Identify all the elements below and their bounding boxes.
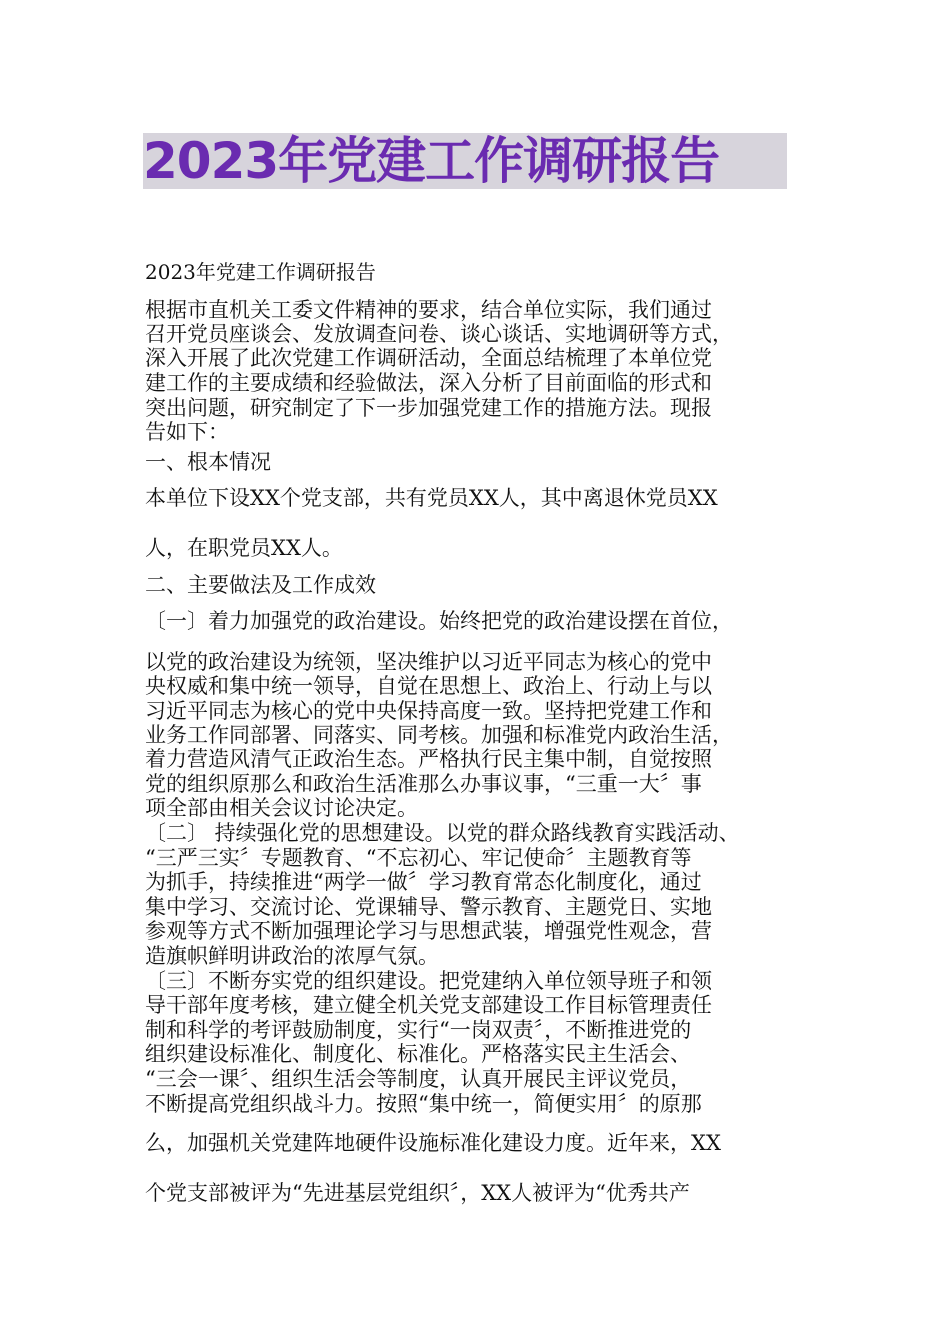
body-line: 召开党员座谈会、发放调查问卷、谈心谈话、实地调研等方式， — [145, 322, 733, 346]
body-line: 以党的政治建设为统领，坚决维护以习近平同志为核心的党中 — [145, 650, 712, 674]
body-line: “三会一课〞、组织生活会等制度，认真开展民主评议党员， — [145, 1067, 692, 1091]
body-line: 导干部年度考核，建立健全机关党支部建设工作目标管理责任 — [145, 993, 712, 1017]
body-line: 习近平同志为核心的党中央保持高度一致。坚持把党建工作和 — [145, 699, 712, 723]
body-line: 人，在职党员XX人。 — [145, 536, 343, 560]
body-line: 深入开展了此次党建工作调研活动，全面总结梳理了本单位党 — [145, 346, 712, 370]
body-line: 突出问题，研究制定了下一步加强党建工作的措施方法。现报 — [145, 396, 712, 420]
body-line: 根据市直机关工委文件精神的要求，结合单位实际，我们通过 — [145, 298, 712, 322]
body-line: 制和科学的考评鼓励制度，实行“一岗双责〞，不断推进党的 — [145, 1018, 692, 1042]
body-line: 告如下： — [145, 420, 229, 444]
body-line: 么，加强机关党建阵地硬件设施标准化建设力度。近年来，XX — [145, 1131, 721, 1155]
document-title: 2023年党建工作调研报告 — [143, 133, 787, 189]
body-line: 央权威和集中统一领导，自觉在思想上、政治上、行动上与以 — [145, 674, 712, 698]
body-line: 着力营造风清气正政治生态。严格执行民主集中制，自觉按照 — [145, 747, 712, 771]
body-line: 为抓手，持续推进“两学一做〞学习教育常态化制度化，通过 — [145, 870, 702, 894]
body-line: 〔一〕着力加强党的政治建设。始终把党的政治建设摆在首位， — [145, 609, 733, 633]
body-line: “三严三实〞专题教育、“不忘初心、牢记使命〞主题教育等 — [145, 846, 692, 870]
body-line: 〔三〕不断夯实党的组织建设。把党建纳入单位领导班子和领 — [145, 969, 712, 993]
body-line: 造旗帜鲜明讲政治的浓厚气氛。 — [145, 944, 439, 968]
body-line: 本单位下设XX个党支部，共有党员XX人，其中离退休党员XX — [145, 486, 718, 510]
section-heading: 二、主要做法及工作成效 — [145, 573, 376, 597]
body-line: 党的组织原那么和政治生活准那么办事议事，“三重一大〞事 — [145, 772, 702, 796]
body-line: 〔二〕 持续强化党的思想建设。以党的群众路线教育实践活动、 — [145, 821, 740, 845]
body-line: 业务工作同部署、同落实、同考核。加强和标准党内政治生活， — [145, 723, 733, 747]
document-subtitle: 2023年党建工作调研报告 — [145, 260, 376, 284]
body-line: 不断提高党组织战斗力。按照“集中统一，简便实用〞的原那 — [145, 1092, 702, 1116]
body-line: 集中学习、交流讨论、党课辅导、警示教育、主题党日、实地 — [145, 895, 712, 919]
body-line: 项全部由相关会议讨论决定。 — [145, 796, 418, 820]
body-line: 个党支部被评为“先进基层党组织〞，XX人被评为“优秀共产 — [145, 1181, 690, 1205]
body-line: 参观等方式不断加强理论学习与思想武装，增强党性观念，营 — [145, 919, 712, 943]
body-line: 建工作的主要成绩和经验做法，深入分析了目前面临的形式和 — [145, 371, 712, 395]
section-heading: 一、根本情况 — [145, 450, 271, 474]
body-line: 组织建设标准化、制度化、标准化。严格落实民主生活会、 — [145, 1042, 691, 1066]
